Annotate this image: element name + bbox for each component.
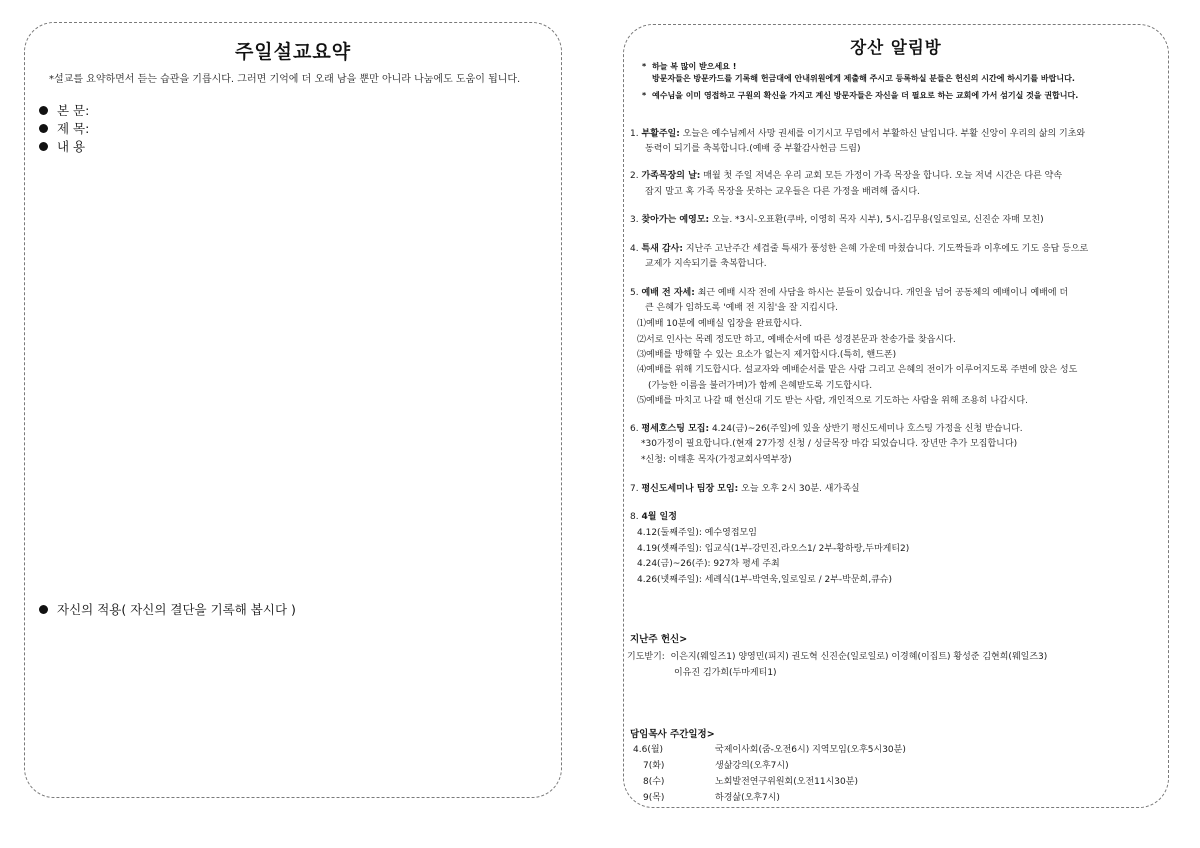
notice-1-line2: 방문자들은 방문카드를 기록해 헌금대에 안내위원에게 제출해 주시고 등록하실 분들은 헌신의 시간에 하시기를 바랍니다. [652,74,1075,83]
schedule-event-4: 하경삶(오후7시) [715,793,780,803]
sermon-summary-intro: *설교를 요약하면서 듣는 습관을 기릅시다. 그러면 기억에 더 오래 남을 뿐만 아니라 나눔에도 도움이 됩니다. [49,74,521,85]
sermon-summary-title: 주일설교요약 [234,41,352,63]
announcements-title: 장산 알림방 [850,38,942,57]
content-label: 내 용 [57,139,86,154]
scripture-field [39,101,89,119]
announcement-5-sub-4: ⑷예배를 위해 기도합시다. 설교자와 예배순서를 맡은 사람 그리고 은혜의 전이가 이루어지도록 주변에 앉은 성도 [637,365,1078,375]
announcement-6: 6. 평세호스팅 모집: 4.24(금)~26(주일)에 있을 상반기 평신도세미나 호스팅 가정을 신청 받습니다. [630,424,1023,434]
notice-2: * 예수님을 이미 영접하고 구원의 확신을 가지고 계신 방문자들은 자신을 더 필요로 하는 교회에 가서 섬기실 것을 권합니다. [642,91,1079,100]
application-label: 자신의 적용( 자신의 결단을 기록해 봅시다 ) [57,602,296,617]
offering-header: 지난주 헌신> [630,634,688,645]
announcement-6-sub-2: *신청: 이태훈 목자(가정교회사역부장) [641,455,792,465]
announcement-5-sub-5: ⑸예배를 마치고 나갈 때 헌신대 기도 받는 사람, 개인적으로 기도하는 사람을 위해 조용히 나갑시다. [637,396,1028,406]
prayer-list: 기도받기: 이은지(웨일즈1) 양영민(피지) 권도혁 신진순(일로일로) 이경혜(이집트) 황성준 김현희(웨일즈3) [627,652,1048,662]
announcement-5: 5. 예배 전 자세: 최근 예배 시작 전에 사담을 하시는 분들이 있습니다. 개인을 넘어 공동체의 예배이니 예배에 더 [630,288,1069,298]
bullet-icon [39,142,48,151]
schedule-day-1: 4.6(월) [633,745,664,755]
sermon-title-field [39,119,89,137]
schedule-event-2: 생삶강의(오후7시) [715,761,789,771]
announcement-2: 2. 가족목장의 날: 매월 첫 주일 저녁은 우리 교회 모든 가정이 가족 목장을 합니다. 오늘 저녁 시간은 다른 약속 [630,171,1063,181]
announcement-5-sub-1: ⑴예배 10분에 예배실 입장을 완료합시다. [637,319,803,329]
announcement-2-line2: 잡지 말고 혹 가족 목장을 못하는 교우들은 다른 가정을 배려해 줍시다. [645,187,920,197]
bullet-icon [39,106,48,115]
pastor-schedule-header: 담임목사 주간일정> [630,729,715,740]
announcement-5-sub-4b: (가능한 이름을 불러가며)가 함께 은혜받도록 기도합시다. [648,381,873,391]
april-schedule-1: 4.12(둘째주일): 예수영접모임 [637,528,757,538]
announcements-panel [623,24,1169,808]
asterisk-icon: * [642,91,647,100]
application-field [39,600,296,618]
schedule-event-3: 노회발전연구위원회(오전11시30분) [715,777,858,787]
schedule-day-4: 9(목) [643,793,665,803]
announcement-5-sub-3: ⑶예배를 방해할 수 있는 요소가 없는지 제거합시다.(특히, 핸드폰) [637,350,897,360]
announcement-8: 8. 4월 일정 [630,512,677,522]
prayer-list-line2: 이유진 김가희(두마게티1) [674,668,777,678]
april-schedule-4: 4.26(넷째주일): 세례식(1부-박연욱,일로일로 / 2부-박문희,큐슈) [637,575,892,585]
bullet-icon [39,605,48,614]
schedule-event-1: 국제이사회(줌-오전6시) 지역모임(오후5시30분) [715,745,906,755]
bullet-icon [39,124,48,133]
notice-1: * 하늘 복 많이 받으세요 ! [642,62,737,71]
schedule-day-2: 7(화) [643,761,665,771]
scripture-label: 본 문: [57,103,90,118]
sermon-title-label: 제 목: [57,121,90,136]
announcement-4: 4. 특새 감사: 지난주 고난주간 세겹줄 특새가 풍성한 은혜 가운데 마쳤습니다. 기도짝들과 이후에도 기도 응답 등으로 [630,244,1089,254]
announcement-5-sub-2: ⑵서로 인사는 목례 정도만 하고, 예배순서에 따른 성경본문과 찬송가를 찾읍시다. [637,335,956,345]
schedule-day-3: 8(수) [643,777,665,787]
announcement-4-line2: 교제가 지속되기를 축복합니다. [645,259,767,269]
april-schedule-2: 4.19(셋째주일): 입교식(1부-강민진,라오스1/ 2부-황하랑,두마게티2) [637,544,910,554]
sermon-summary-panel [24,22,562,798]
announcement-1-line2: 동력이 되기를 축복합니다.(예배 중 부활감사헌금 드림) [645,144,861,154]
announcement-7: 7. 평신도세미나 팀장 모임: 오늘 오후 2시 30분. 새가족실 [630,484,860,494]
april-schedule-3: 4.24(금)~26(주): 927차 평세 주최 [637,559,780,569]
announcement-3: 3. 찾아가는 예영모: 오늘. *3시-오표환(쿠바, 이영히 목자 시부), 5시-김무용(일로일로, 신진순 자매 모친) [630,215,1044,225]
announcement-6-sub-1: *30가정이 필요합니다.(현재 27가정 신청 / 싱글목장 마감 되었습니다. 장년만 추가 모집합니다) [641,439,1018,449]
announcement-5-line2: 큰 은혜가 임하도록 '예배 전 지침'을 잘 지킵시다. [645,303,839,313]
announcement-1: 1. 부활주일: 오늘은 예수님께서 사망 권세를 이기시고 무덤에서 부활하신 날입니다. 부활 신앙이 우리의 삶의 기초와 [630,129,1086,139]
content-field [39,137,85,155]
asterisk-icon: * [642,62,647,71]
